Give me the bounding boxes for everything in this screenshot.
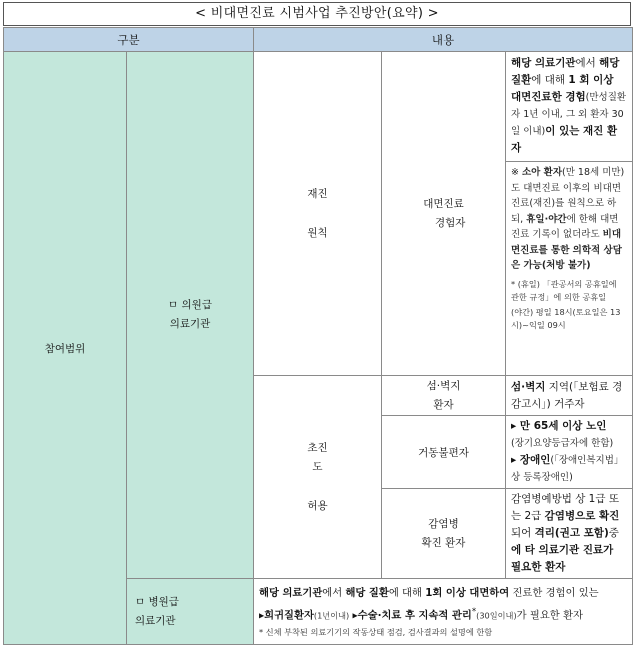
note-body-2: 에 한해 대면진료 기록이 없더라도 [511, 213, 619, 240]
island-label [382, 377, 505, 415]
note-footnote-night: (야간) 평일 18시(토요일은 13시)~익일 09시 [511, 306, 621, 330]
infectious-d1: 감염병예방법 상 1급 또는 2급 [511, 493, 619, 522]
hospital-s6: 진료한 경험이 있는 [512, 586, 599, 599]
hospital-line-2 [259, 603, 627, 625]
mobility-cell [382, 416, 506, 489]
exp-p6: (만성질환자 1년 이내, 그 외 환자 30일 이내) [511, 92, 627, 137]
scope-cell [4, 52, 127, 645]
hospital-s5: 1회 이상 대면하여 [425, 586, 510, 599]
mobility-b1: ▸ 만 65세 이상 노인 [511, 420, 607, 432]
header-category: 구분 [4, 28, 254, 52]
hospital-s4: 에 대해 [388, 586, 422, 599]
mobility-b3: ▸ 장애인 [511, 454, 551, 466]
revisit-l1: 재진 [307, 187, 328, 200]
experienced-note [506, 162, 632, 335]
revisit-label [254, 185, 381, 243]
header-content: 내용 [254, 28, 633, 52]
infectious-d6: 에 타 의료기관 진료가 필요한 환자 [511, 544, 614, 573]
hospital-r6: 가 필요한 환자 [516, 609, 583, 622]
infectious-d5: 중 [608, 527, 619, 539]
experienced-cell [382, 52, 506, 376]
experienced-l2: 경험자 [434, 216, 466, 229]
clinic-cell [127, 52, 254, 579]
initial-l3: 허용 [307, 499, 328, 512]
hospital-r5: (30일이내) [476, 610, 517, 621]
header-row [4, 28, 633, 52]
hospital-s1: 해당 의료기관 [259, 586, 323, 599]
exp-p1: 해당 의료기관 [511, 57, 576, 69]
revisit-l2: 원칙 [307, 226, 328, 239]
hospital-org: 의료기관 [135, 614, 176, 627]
note-mark: ※ [511, 167, 519, 178]
exp-p7: 이 있는 재진 환자 [511, 125, 618, 154]
infectious-l1: 감염병 [428, 517, 459, 530]
exp-p2: 에서 [575, 57, 596, 69]
island-l1: 섬·벽지 [426, 379, 461, 392]
mobility-detail [506, 416, 633, 489]
mobility-b4: (「장애인복지법」 상 등록장애인) [511, 455, 624, 483]
note-body-1: (만 18세 미만)도 대면진료 이후의 비대면진료(재진)를 원칙으로 하되, [511, 167, 625, 225]
infectious-label [382, 515, 505, 553]
note-footnote-holiday: * (휴일) 「관공서의 공휴일에 관한 규정」에 의한 공휴일 [511, 278, 617, 302]
infectious-cell [382, 489, 506, 579]
initial-l1: 초진 [307, 441, 328, 454]
clinic-label [127, 296, 253, 334]
note-consult: 비대면진료를 통한 의학적 상담은 가능(처방 불가) [511, 229, 622, 271]
initial-label [254, 439, 381, 516]
scope-label: 참여범위 [44, 343, 86, 355]
hospital-label [135, 593, 253, 631]
mobility-b2: (장기요양등급자에 한함) [511, 438, 614, 449]
hospital-r4: * [471, 606, 477, 617]
hospital-level: 병원급 [148, 595, 179, 608]
experienced-label [382, 195, 505, 233]
island-detail [506, 376, 633, 416]
hospital-detail [254, 579, 633, 645]
exp-p3: 해당 질환 [511, 57, 620, 86]
mobility-label: 거동불편자 [418, 447, 469, 459]
hospital-footnote: * 신체 부착된 의료기기의 작동상태 점검, 검사결과의 설명에 한함 [259, 627, 493, 638]
experienced-l1: 대면진료 [423, 197, 464, 210]
island-l2: 환자 [433, 398, 454, 411]
note-holiday: 휴일·야간 [526, 213, 567, 225]
hospital-r1: ▸희귀질환자 [259, 609, 314, 622]
summary-table [3, 27, 633, 645]
clinic-level: 의원급 [181, 299, 212, 311]
experienced-detail-cell [506, 52, 633, 376]
hospital-s2: 에서 [322, 586, 343, 599]
page-title: < 비대면진료 시범사업 추진방안(요약) > [3, 2, 631, 26]
experienced-main-text [506, 52, 632, 162]
infectious-d3: 되어 [511, 527, 532, 539]
exp-p4: 에 대해 [531, 74, 566, 86]
infectious-d4: 격리(권고 포함) [534, 527, 609, 539]
infectious-l2: 확진 환자 [421, 536, 466, 549]
hospital-marker: ㅁ [135, 595, 146, 608]
hospital-cell [127, 579, 254, 645]
island-d1: 섬·벽지 [511, 380, 546, 393]
infectious-detail [506, 489, 633, 579]
initial-l2: 도 [312, 460, 323, 473]
infectious-d2: 감염병으로 확진 [544, 510, 620, 522]
initial-cell [254, 376, 382, 579]
hospital-r2: (1년이내) [313, 610, 350, 621]
hospital-line-1 [259, 584, 627, 603]
clinic-org: 의료기관 [169, 318, 211, 330]
hospital-s3: 해당 질환 [345, 586, 389, 599]
island-cell [382, 376, 506, 416]
hospital-r3: ▸수술·치료 후 지속적 관리 [352, 609, 472, 622]
row-experienced [4, 52, 633, 376]
exp-p5: 1 회 이상 대면진료한 경험 [511, 74, 614, 103]
revisit-cell [254, 52, 382, 376]
clinic-marker: ㅁ [168, 299, 179, 311]
island-d2: 지역(「보험료 경감고시」) 거주자 [511, 380, 623, 410]
note-child: 소아 환자 [522, 167, 563, 178]
